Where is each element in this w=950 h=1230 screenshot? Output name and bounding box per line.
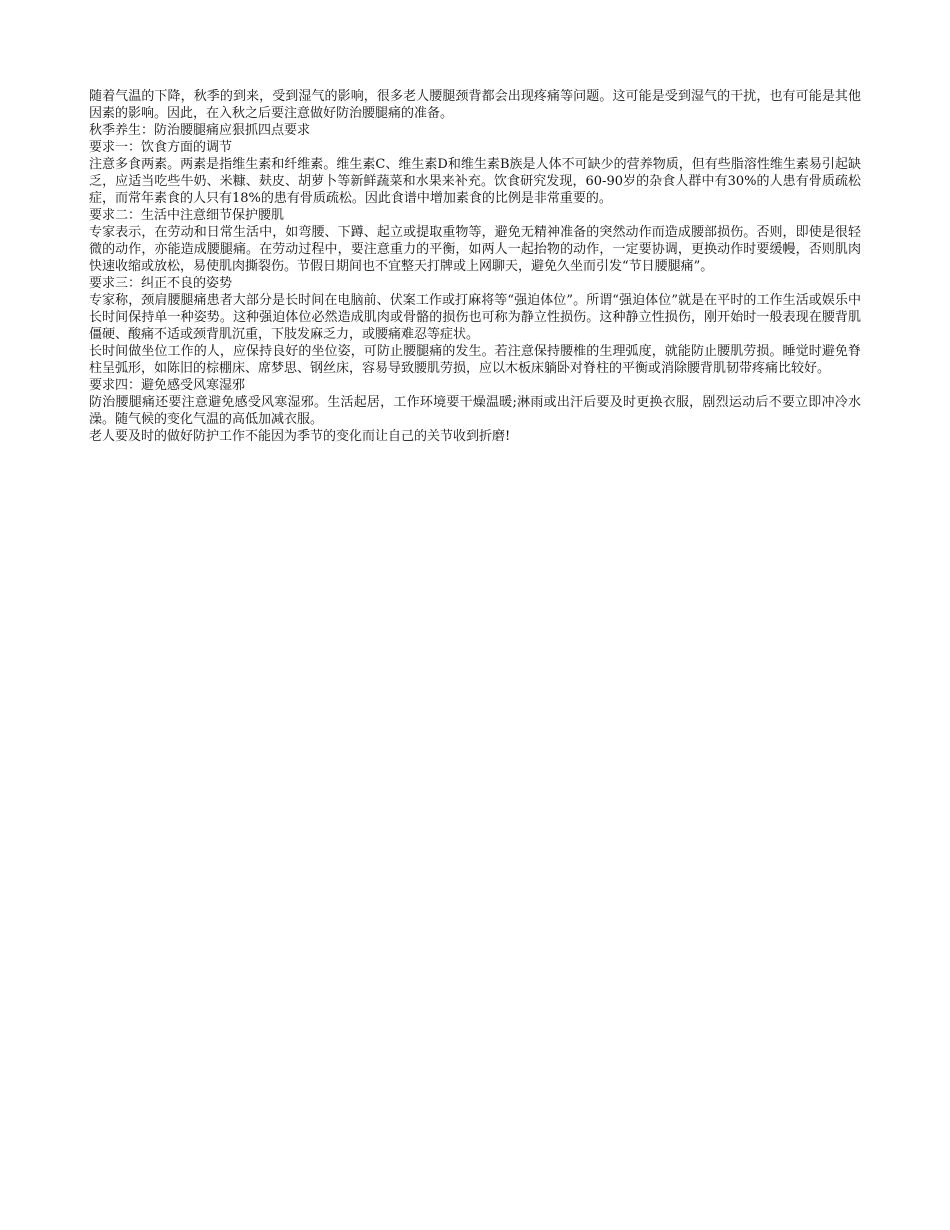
section-3-paragraph-2: 长时间做坐位工作的人，应保持良好的坐位姿，可防止腰腿痛的发生。若注意保持腰椎的生理弧度，就能防止腰肌劳损。睡觉时避免脊柱呈弧形，如陈旧的棕棚床、席梦思、钢丝床，容易导致腰肌劳损，应以木板床躺卧对脊柱的平衡或消除腰背肌韧带疼痛比较好。 [89, 344, 861, 376]
section-4-paragraph-1: 防治腰腿痛还要注意避免感受风寒湿邪。生活起居，工作环境要干燥温暖;淋雨或出汗后要及时更换衣服，剧烈运动后不要立即冲冷水澡。随气候的变化气温的高低加减衣服。 [89, 395, 861, 427]
section-1-paragraph-1: 注意多食两素。两素是指维生素和纤维素。维生素C、维生素D和维生素B族是人体不可缺少的营养物质，但有些脂溶性维生素易引起缺乏，应适当吃些牛奶、米糠、麸皮、胡萝卜等新鲜蔬菜和水果来补充。饮食研究发现，60-90岁的杂食人群中有30%的人患有骨质疏松症，而常年素食的人只有18%的患有骨质疏松。因此食谱中增加素食的比例是非常重要的。 [89, 157, 861, 206]
closing-paragraph: 老人要及时的做好防护工作不能因为季节的变化而让自己的关节收到折磨! [89, 429, 511, 444]
section-3-paragraph-1: 专家称，颈肩腰腿痛患者大部分是长时间在电脑前、伏案工作或打麻将等“强迫体位”。所谓“强迫体位”就是在平时的工作生活或娱乐中长时间保持单一种姿势。这种强迫体位必然造成肌肉或骨骼的损伤也可称为静立性损伤。这种静立性损伤，刚开始时一般表现在腰背肌僵硬、酸痛不适或颈背肌沉重，下肢发麻乏力，或腰痛难忍等症状。 [89, 293, 861, 342]
section-heading-1: 要求一：饮食方面的调节 [89, 140, 233, 155]
article-title: 秋季养生：防治腰腿痛应狠抓四点要求 [89, 123, 311, 138]
section-heading-2: 要求二：生活中注意细节保护腰肌 [89, 208, 285, 223]
section-2-paragraph-1: 专家表示，在劳动和日常生活中，如弯腰、下蹲、起立或提取重物等，避免无精神准备的突然动作而造成腰部损伤。否则，即使是很轻微的动作，亦能造成腰腿痛。在劳动过程中，要注意重力的平衡，如两人一起抬物的动作，一定要协调，更换动作时要缓幔，否则肌肉快速收缩或放松，易使肌肉撕裂伤。节假日期间也不宜整天打牌或上网聊天，避免久坐而引发“节日腰腿痛”。 [89, 225, 861, 274]
article-body [89, 88, 861, 445]
section-heading-4: 要求四：避免感受风寒湿邪 [89, 378, 246, 393]
intro-paragraph: 随着气温的下降，秋季的到来，受到湿气的影响，很多老人腰腿颈背都会出现疼痛等问题。这可能是受到湿气的干扰，也有可能是其他因素的影响。因此，在入秋之后要注意做好防治腰腿痛的准备。 [89, 89, 861, 121]
section-heading-3: 要求三：纠正不良的姿势 [89, 276, 233, 291]
